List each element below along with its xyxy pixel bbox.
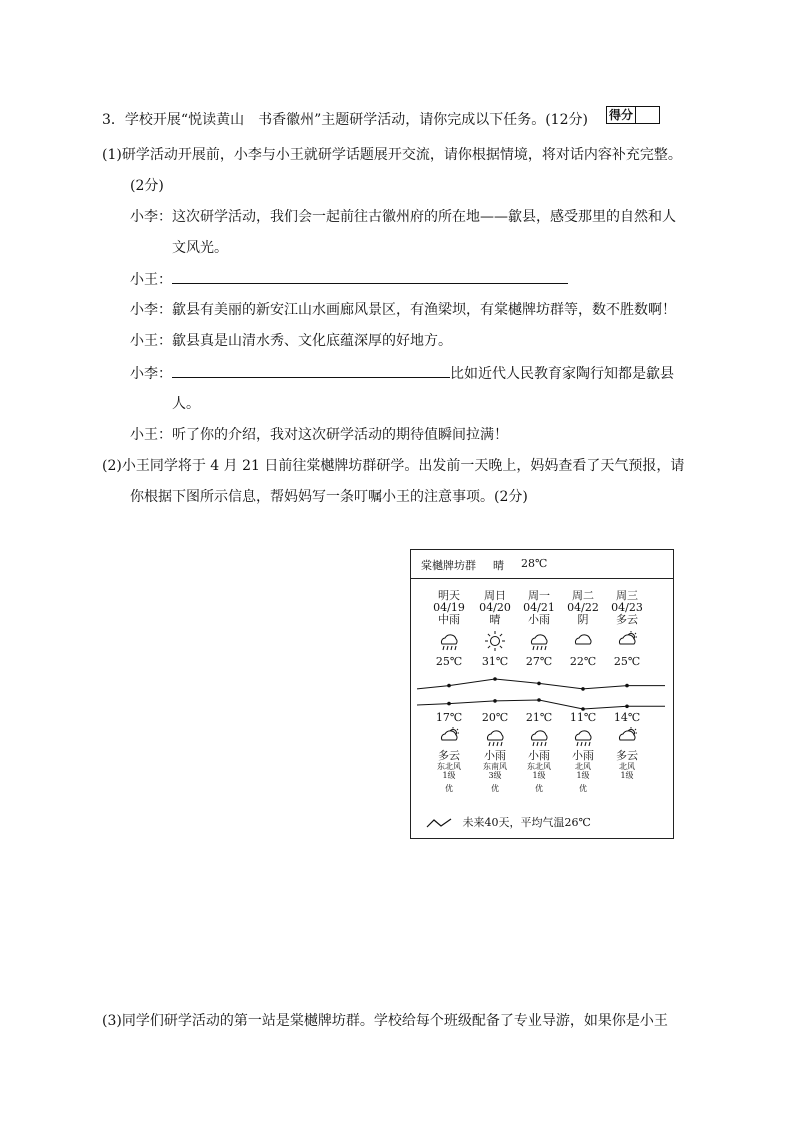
day-name: 周日 <box>484 589 506 602</box>
high-temp-line <box>417 679 665 689</box>
part1-score: (2分) <box>130 178 164 194</box>
night-forecast <box>427 750 471 793</box>
score-box <box>606 106 660 124</box>
day-date: 04/23 <box>611 601 643 614</box>
low-temp: 20℃ <box>481 711 509 724</box>
day-name: 周一 <box>528 589 550 602</box>
low-temp-line <box>417 700 665 709</box>
day-weather: 小雨 <box>528 613 550 626</box>
low-temp: 14℃ <box>613 711 641 724</box>
weather-current-temp: 28℃ <box>521 557 548 570</box>
rain-icon <box>526 630 552 652</box>
question-title: 3．学校开展“悦读黄山 书香徽州”主题研学活动，请你完成以下任务。(12分) <box>102 112 588 128</box>
dialogue-wang-3: 小王：听了你的介绍，我对这次研学活动的期待值瞬间拉满！ <box>130 427 508 443</box>
night-weather: 多云 <box>616 749 638 762</box>
partly-cloudy-icon <box>436 726 462 748</box>
high-temp-point <box>447 684 451 688</box>
night-forecast <box>473 750 517 793</box>
low-temp: 11℃ <box>569 711 597 724</box>
speaker-label: 小王： <box>130 272 172 288</box>
high-temp: 25℃ <box>613 655 641 668</box>
day-weather: 晴 <box>489 613 501 626</box>
high-temp-point <box>625 684 629 688</box>
high-temp-point <box>493 677 497 681</box>
night-forecast <box>561 750 605 793</box>
day-date: 04/20 <box>479 601 511 614</box>
weather-forecast-card <box>410 549 674 839</box>
rain-icon <box>570 726 596 748</box>
speaker-label: 小李： <box>130 366 172 382</box>
night-forecast <box>605 750 649 784</box>
night-weather: 小雨 <box>572 749 594 762</box>
wind-direction: 北风 <box>575 762 591 771</box>
wind-direction: 东南风 <box>483 762 507 771</box>
low-temp: 21℃ <box>525 711 553 724</box>
day-weather: 中雨 <box>438 613 460 626</box>
dialogue-wang-2: 小王：歙县真是山清水秀、文化底蕴深厚的好地方。 <box>130 333 452 349</box>
day-weather: 阴 <box>577 613 589 626</box>
weather-header <box>411 550 673 579</box>
high-temp: 22℃ <box>569 655 597 668</box>
wind-level: 1级 <box>576 771 590 780</box>
rain-icon <box>436 630 462 652</box>
night-weather: 小雨 <box>528 749 550 762</box>
dialogue-li-3 <box>130 363 674 384</box>
trend-icon <box>425 817 453 829</box>
high-temp: 27℃ <box>525 655 553 668</box>
forecast-day <box>605 590 649 626</box>
rain-icon <box>526 726 552 748</box>
dialogue-li-1: 小李：这次研学活动，我们会一起前往古徽州府的所在地——歙县，感受那里的自然和人 <box>130 209 676 225</box>
day-name: 周三 <box>616 589 638 602</box>
day-date: 04/21 <box>523 601 555 614</box>
air-quality: 优 <box>491 784 499 793</box>
night-weather: 小雨 <box>484 749 506 762</box>
day-name: 周二 <box>572 589 594 602</box>
part1-instruction: (1)研学活动开展前，小李与小王就研学话题展开交流，请你根据情境，将对话内容补充完整。 <box>102 147 682 163</box>
forecast-day <box>427 590 471 626</box>
partly-cloudy-icon <box>614 726 640 748</box>
answer-blank-1[interactable] <box>172 269 568 284</box>
high-temp-point <box>581 687 585 691</box>
rain-icon <box>482 726 508 748</box>
footer-text: 未来40天，平均气温26℃ <box>462 816 591 829</box>
weather-location: 棠樾牌坊群 <box>421 559 476 572</box>
part2-instruction-cont: 你根据下图所示信息，帮妈妈写一条叮嘱小王的注意事项。(2分) <box>130 489 528 505</box>
part3-instruction: (3)同学们研学活动的第一站是棠樾牌坊群。学校给每个班级配备了专业导游，如果你是小王 <box>102 1013 668 1029</box>
wind-direction: 北风 <box>619 762 635 771</box>
part2-instruction: (2)小王同学将于 4 月 21 日前往棠樾牌坊群研学。出发前一天晚上，妈妈查看了天气预报，请 <box>102 458 685 474</box>
wind-direction: 东北风 <box>437 762 461 771</box>
high-temp: 31℃ <box>481 655 509 668</box>
cloud-icon <box>570 630 596 652</box>
score-label: 得分 <box>607 107 636 123</box>
low-temp-point <box>537 698 541 702</box>
air-quality: 优 <box>579 784 587 793</box>
wind-level: 1级 <box>442 771 456 780</box>
high-temp-point <box>537 682 541 686</box>
weather-condition: 晴 <box>493 559 504 572</box>
low-temp-point <box>447 702 451 706</box>
partly-cloudy-icon <box>614 630 640 652</box>
low-temp-point <box>625 705 629 709</box>
air-quality: 优 <box>535 784 543 793</box>
air-quality: 优 <box>445 784 453 793</box>
forecast-day <box>517 590 561 626</box>
night-forecast <box>517 750 561 793</box>
dialogue-li-1-cont: 文风光。 <box>172 240 228 256</box>
wind-direction: 东北风 <box>527 762 551 771</box>
low-temp: 17℃ <box>435 711 463 724</box>
high-temp: 25℃ <box>435 655 463 668</box>
forecast-day <box>473 590 517 626</box>
low-temp-point <box>493 699 497 703</box>
day-date: 04/22 <box>567 601 599 614</box>
weather-footer <box>425 814 591 830</box>
day-date: 04/19 <box>433 601 465 614</box>
wind-level: 1级 <box>620 771 634 780</box>
wind-level: 1级 <box>532 771 546 780</box>
day-weather: 多云 <box>616 613 638 626</box>
dialogue-wang-1 <box>130 269 568 290</box>
wind-level: 3级 <box>488 771 502 780</box>
sun-icon <box>482 630 508 652</box>
forecast-day <box>561 590 605 626</box>
dialogue-li-2: 小李：歙县有美丽的新安江山水画廊风景区，有渔梁坝，有棠樾牌坊群等，数不胜数啊！ <box>130 302 676 318</box>
day-name: 明天 <box>438 589 460 602</box>
dialogue-li-3-tail: 比如近代人民教育家陶行知都是歙县 <box>450 366 674 382</box>
answer-blank-2[interactable] <box>172 363 450 378</box>
night-weather: 多云 <box>438 749 460 762</box>
score-field[interactable] <box>636 107 659 123</box>
dialogue-li-3-cont: 人。 <box>172 396 200 412</box>
